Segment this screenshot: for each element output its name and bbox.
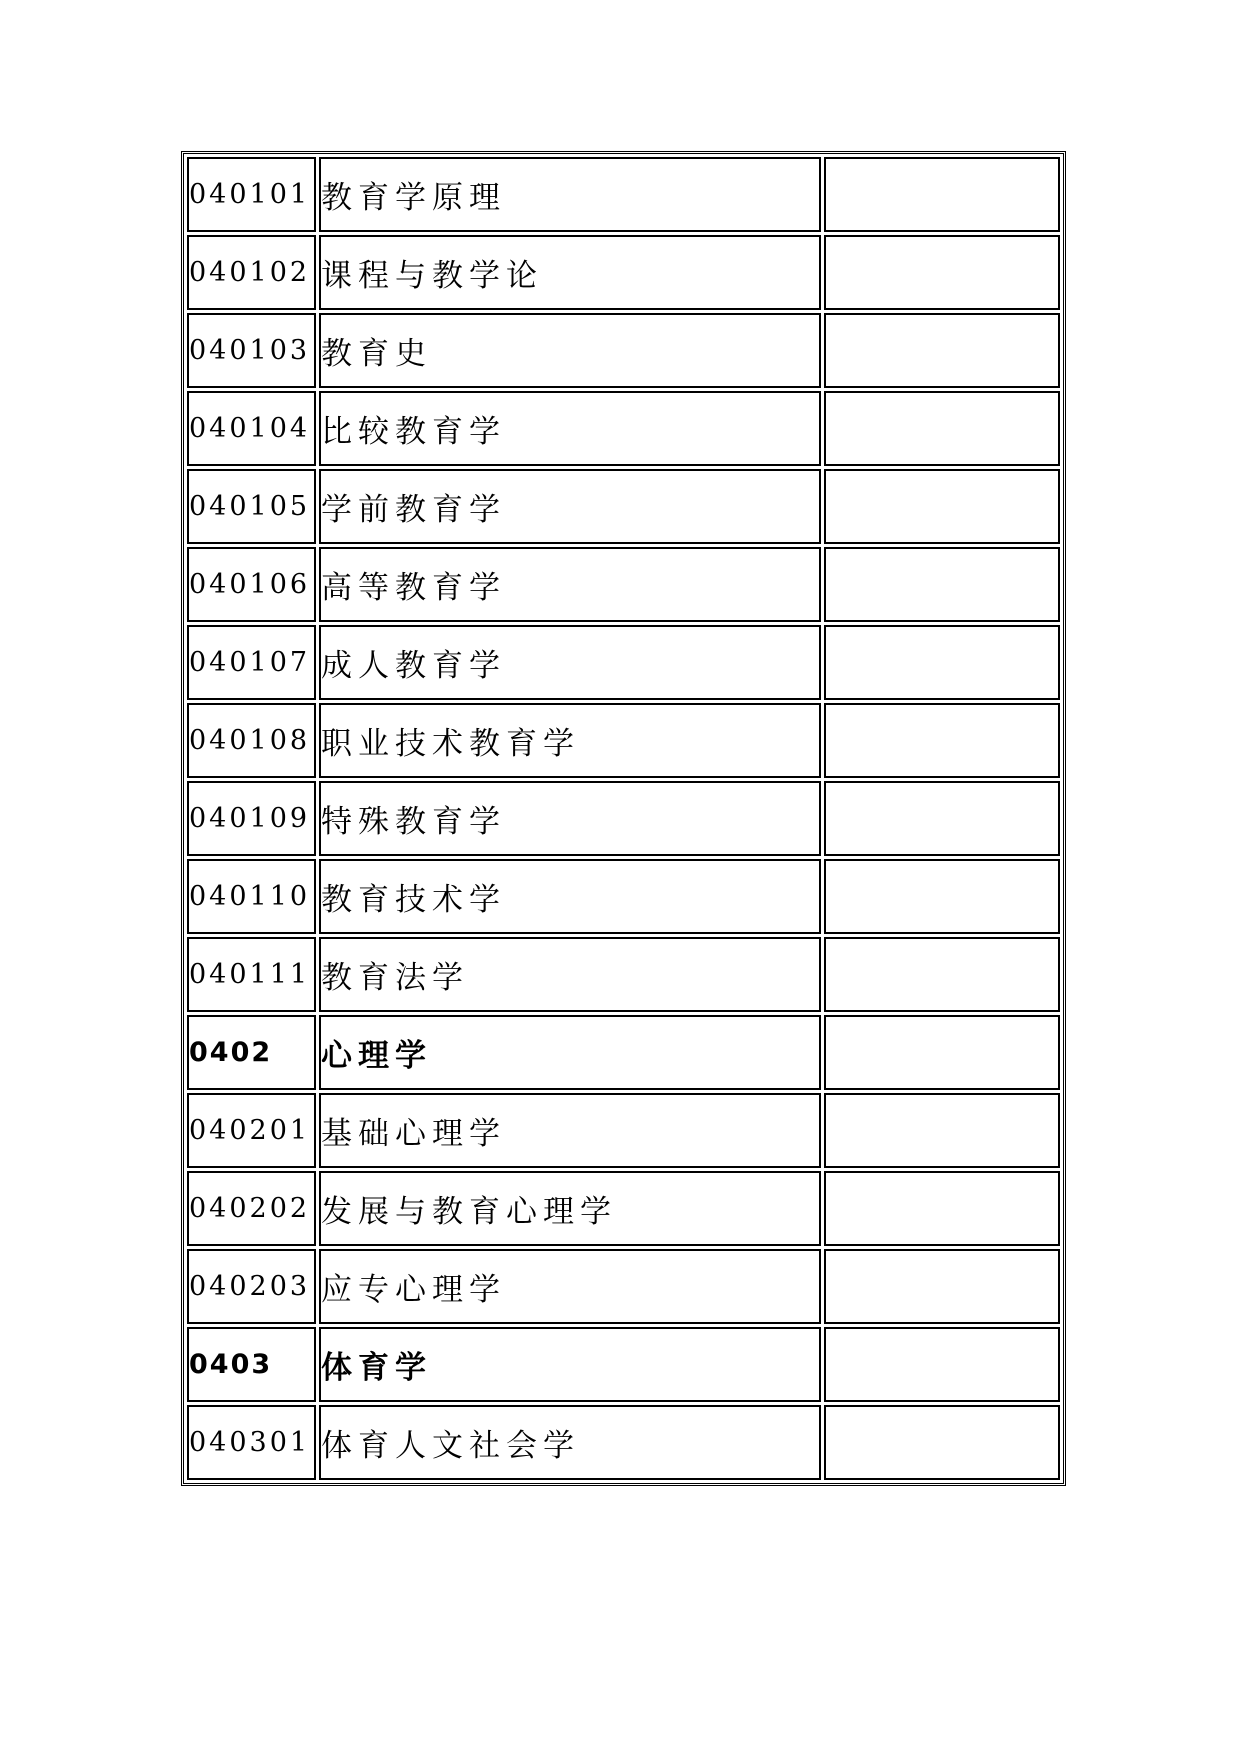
remark-cell xyxy=(824,1249,1060,1324)
discipline-code-cell: 040102 xyxy=(187,235,316,310)
discipline-code-cell: 040107 xyxy=(187,625,316,700)
table-row xyxy=(187,391,1060,466)
discipline-table-body xyxy=(187,157,1060,1480)
discipline-code-cell: 040105 xyxy=(187,469,316,544)
discipline-name-cell: 心理学 xyxy=(319,1015,821,1090)
discipline-code-cell: 040203 xyxy=(187,1249,316,1324)
remark-cell xyxy=(824,1327,1060,1402)
discipline-name-cell: 教育技术学 xyxy=(319,859,821,934)
discipline-code-cell: 040106 xyxy=(187,547,316,622)
table-row xyxy=(187,469,1060,544)
discipline-code-cell: 040109 xyxy=(187,781,316,856)
discipline-name-cell: 课程与教学论 xyxy=(319,235,821,310)
discipline-name-cell: 体育人文社会学 xyxy=(319,1405,821,1480)
remark-cell xyxy=(824,781,1060,856)
discipline-code-cell: 040110 xyxy=(187,859,316,934)
remark-cell xyxy=(824,157,1060,232)
discipline-code-cell: 040301 xyxy=(187,1405,316,1480)
discipline-code-cell: 040108 xyxy=(187,703,316,778)
discipline-table xyxy=(181,151,1066,1486)
table-row xyxy=(187,1405,1060,1480)
table-row xyxy=(187,313,1060,388)
remark-cell xyxy=(824,1405,1060,1480)
table-row xyxy=(187,703,1060,778)
table-row xyxy=(187,235,1060,310)
discipline-name-cell: 基础心理学 xyxy=(319,1093,821,1168)
discipline-name-cell: 学前教育学 xyxy=(319,469,821,544)
table-row xyxy=(187,781,1060,856)
discipline-code-cell: 040103 xyxy=(187,313,316,388)
discipline-code-cell: 040202 xyxy=(187,1171,316,1246)
discipline-name-cell: 比较教育学 xyxy=(319,391,821,466)
table-row xyxy=(187,547,1060,622)
remark-cell xyxy=(824,391,1060,466)
remark-cell xyxy=(824,1171,1060,1246)
table-row xyxy=(187,157,1060,232)
discipline-name-cell: 发展与教育心理学 xyxy=(319,1171,821,1246)
table-row xyxy=(187,1093,1060,1168)
discipline-name-cell: 职业技术教育学 xyxy=(319,703,821,778)
discipline-code-cell: 040104 xyxy=(187,391,316,466)
discipline-code-cell: 040201 xyxy=(187,1093,316,1168)
remark-cell xyxy=(824,937,1060,1012)
major-heading-row xyxy=(187,1327,1060,1402)
discipline-name-cell: 教育法学 xyxy=(319,937,821,1012)
discipline-code-cell: 0402 xyxy=(187,1015,316,1090)
table-row xyxy=(187,1171,1060,1246)
discipline-name-cell: 应专心理学 xyxy=(319,1249,821,1324)
remark-cell xyxy=(824,547,1060,622)
discipline-name-cell: 教育史 xyxy=(319,313,821,388)
discipline-name-cell: 教育学原理 xyxy=(319,157,821,232)
remark-cell xyxy=(824,1015,1060,1090)
discipline-name-cell: 体育学 xyxy=(319,1327,821,1402)
table-row xyxy=(187,859,1060,934)
table-row xyxy=(187,1249,1060,1324)
remark-cell xyxy=(824,313,1060,388)
remark-cell xyxy=(824,859,1060,934)
major-heading-row xyxy=(187,1015,1060,1090)
remark-cell xyxy=(824,235,1060,310)
table-row xyxy=(187,937,1060,1012)
discipline-code-cell: 0403 xyxy=(187,1327,316,1402)
discipline-name-cell: 成人教育学 xyxy=(319,625,821,700)
discipline-code-cell: 040111 xyxy=(187,937,316,1012)
discipline-name-cell: 高等教育学 xyxy=(319,547,821,622)
table-row xyxy=(187,625,1060,700)
discipline-name-cell: 特殊教育学 xyxy=(319,781,821,856)
discipline-code-cell: 040101 xyxy=(187,157,316,232)
remark-cell xyxy=(824,469,1060,544)
remark-cell xyxy=(824,1093,1060,1168)
remark-cell xyxy=(824,625,1060,700)
remark-cell xyxy=(824,703,1060,778)
